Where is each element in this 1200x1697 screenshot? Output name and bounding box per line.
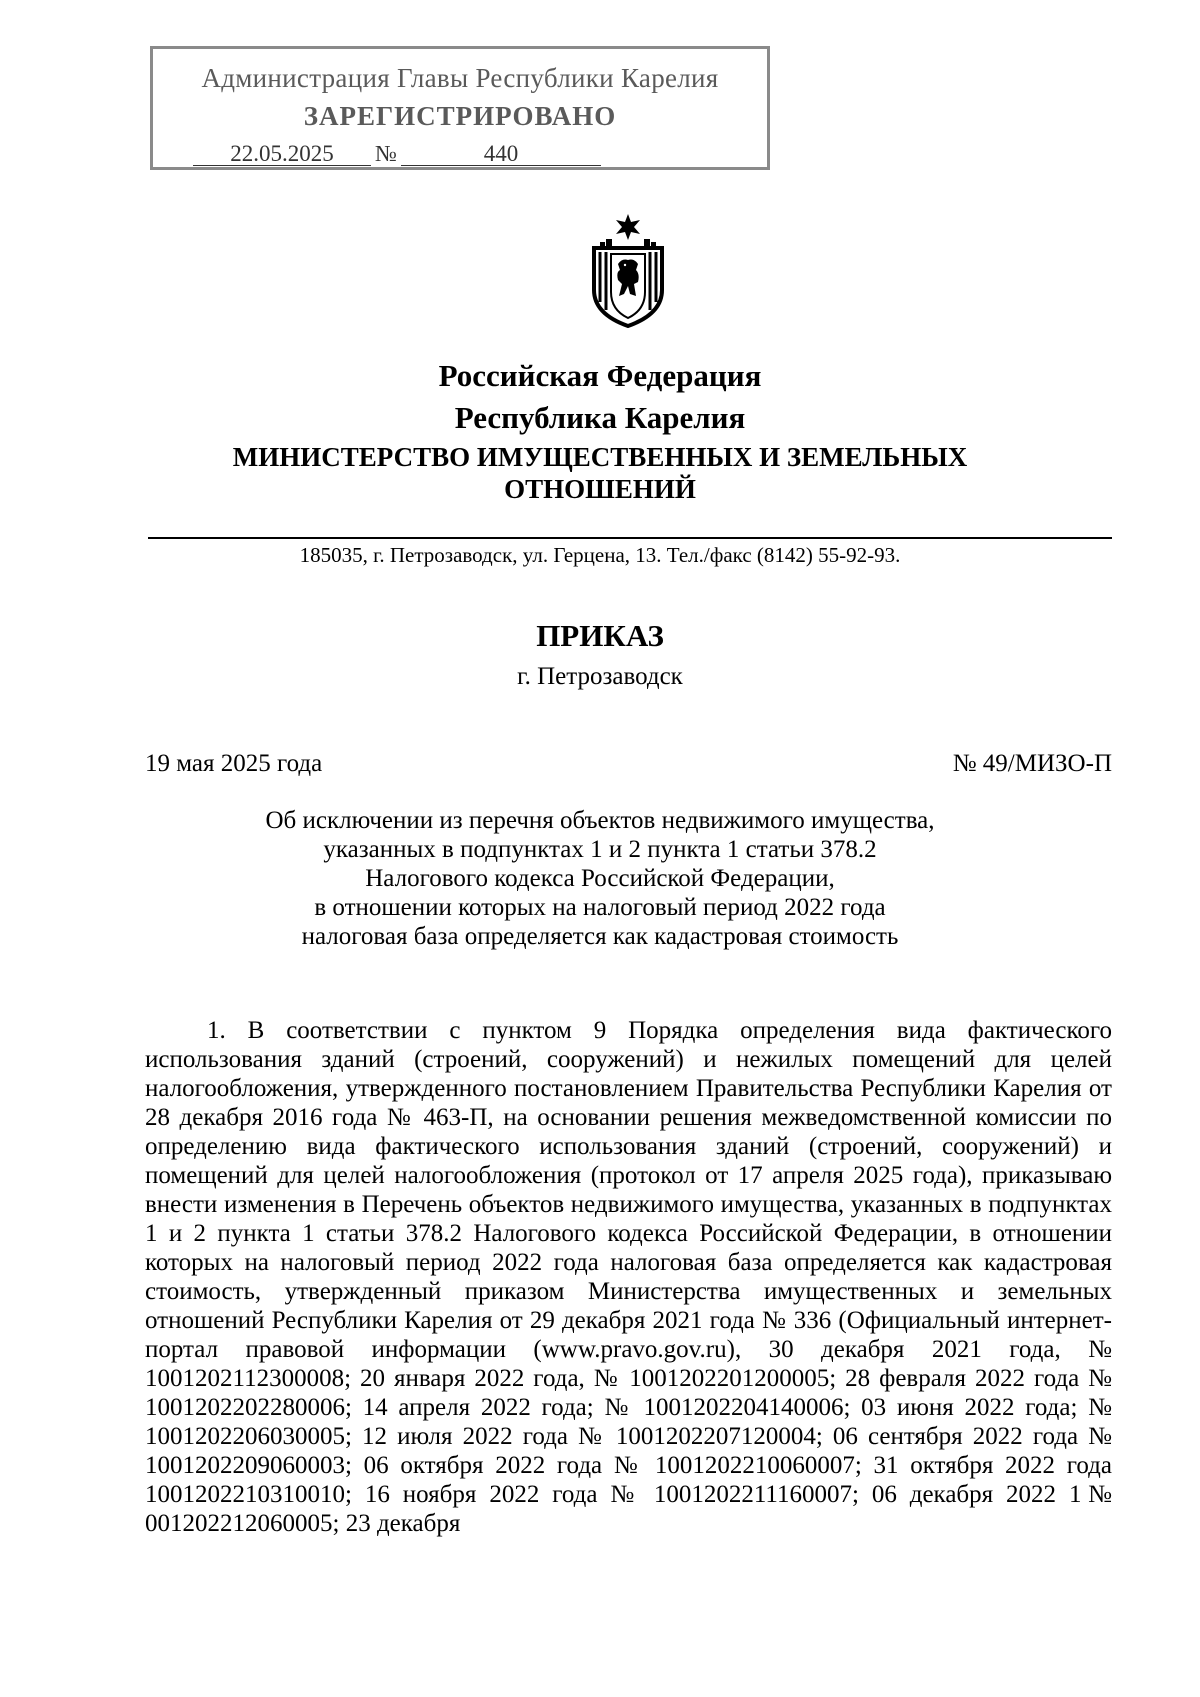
subject-line: указанных в подпунктах 1 и 2 пункта 1 статьи 378.2	[323, 836, 877, 863]
header-divider	[148, 537, 1112, 539]
ministry-address: 185035, г. Петрозаводск, ул. Герцена, 13. Тел./факс (8142) 55-92-93.	[299, 543, 901, 567]
body-paragraph: 1. В соответствии с пунктом 9 Порядка определения вида фактического использования зданий (строений, сооружений) и нежилых помещений для целей налогообложения, утвержденного постановлением Правительства Республики Карелия от 28 декабря 2016 года № 463-П, на основании решения межведомственной комиссии по определению вида фактического использования зданий (строений, сооружений) и помещений для целей налогообложения (протокол от 17 апреля 2025 года), приказываю внести изменения в Перечень объектов недвижимого имущества, указанных в подпунктах 1 и 2 пункта 1 статьи 378.2 Налогового кодекса Российской Федерации, в отношении которых на налоговый период 2022 года налоговая база определяется как кадастровая стоимость, утвержденный приказом Министерства имущественных и земельных отношений Республики Карелия от 29 декабря 2021 года № 336 (Официальный интернет-портал правовой информации (www.pravo.gov.ru), 30 декабря 2021 года, № 1001202112300008; 20 января 2022 года, № 1001202201200005; 28 февраля 2022 года № 1001202202280006; 14 апреля 2022 года; № 1001202204140006; 03 июня 2022 года; № 1001202206030005; 12 июля 2022 года № 1001202207120004; 06 сентября 2022 года № 1001202209060003; 06 октября 2022 года № 1001202210060007; 31 октября 2022 года 1001202210310010; 16 ноября 2022 года № 1001202211160007; 06 декабря 2022 1№ 001202212060005; 23 декабря	[145, 1017, 1112, 1537]
header-republic: Республика Карелия	[454, 400, 746, 435]
order-subject	[0, 806, 1200, 951]
order-title: ПРИКАЗ	[536, 618, 664, 653]
order-city: г. Петрозаводск	[517, 663, 683, 690]
subject-line: Об исключении из перечня объектов недвижимого имущества,	[265, 807, 935, 834]
subject-line: в отношении которых на налоговый период 2022 года	[314, 894, 886, 921]
registration-stamp	[150, 46, 770, 170]
stamp-date: 22.05.2025	[193, 143, 371, 166]
order-date: 19 мая 2025 года	[145, 750, 323, 777]
karelia-coat-of-arms-icon	[588, 212, 668, 328]
header-ministry-line1: МИНИСТЕРСТВО ИМУЩЕСТВЕННЫХ И ЗЕМЕЛЬНЫХ	[232, 442, 968, 472]
header-ministry-line2: ОТНОШЕНИЙ	[504, 474, 696, 504]
stamp-number: 440	[401, 143, 601, 166]
stamp-registered: ЗАРЕГИСТРИРОВАНО	[303, 101, 617, 131]
order-body	[145, 1016, 1112, 1538]
order-number: № 49/МИЗО-П	[952, 750, 1112, 777]
stamp-authority: Администрация Главы Республики Карелия	[201, 63, 719, 93]
stamp-number-sign: №	[375, 141, 397, 166]
subject-line: Налогового кодекса Российской Федерации,	[365, 865, 835, 892]
header-country: Российская Федерация	[438, 358, 762, 393]
header-ministry	[0, 441, 1200, 505]
subject-line: налоговая база определяется как кадастровая стоимость	[301, 923, 899, 950]
